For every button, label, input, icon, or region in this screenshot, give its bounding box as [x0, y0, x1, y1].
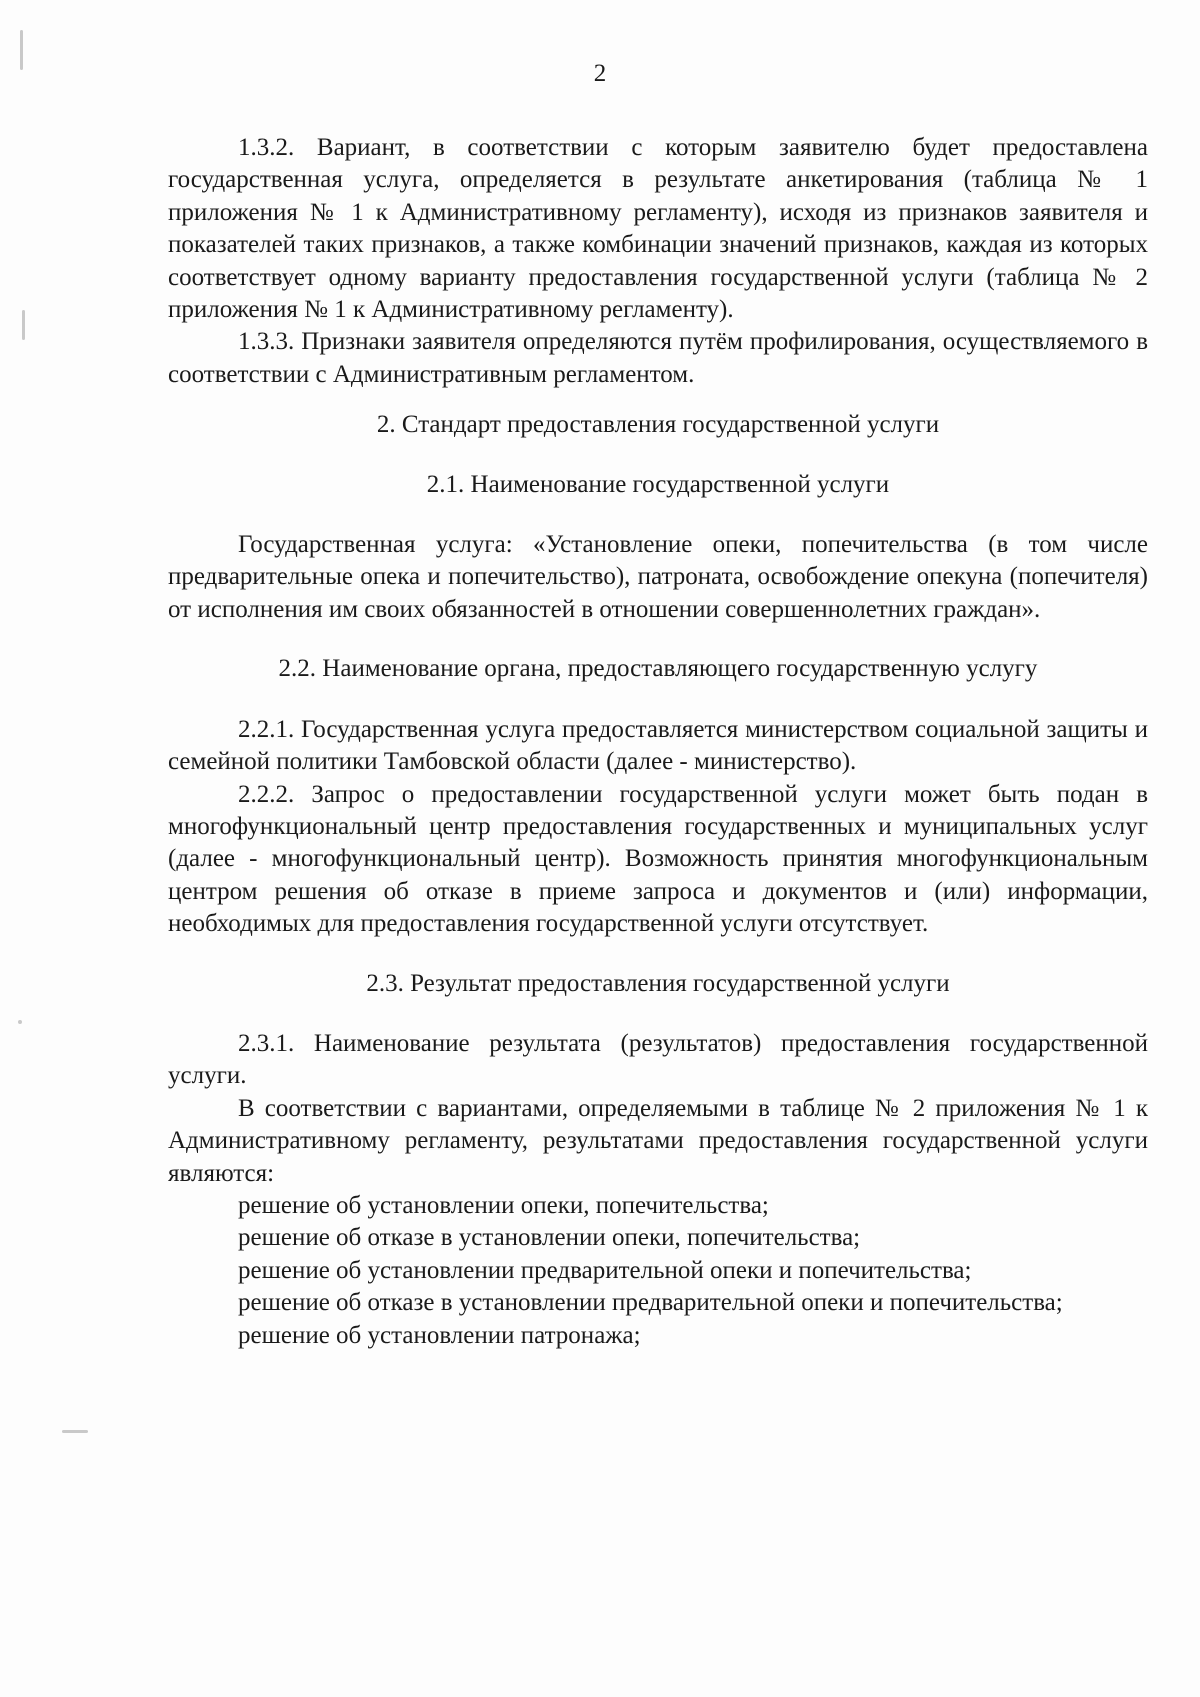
result-item: решение об установлении предварительной опеки и попечительства;: [238, 1256, 972, 1284]
section-heading-2: 2. Стандарт предоставления государственной услуги: [376, 411, 940, 439]
paragraph-results-intro: В соответствии с вариантами, определяемыми в таблице № 2 приложения № 1 к Административному регламенту, результатами предоставления государственной услуги являются:: [168, 1094, 1148, 1187]
paragraph-2-1: Государственная услуга: «Установление опеки, попечительства (в том числе предварительные опека и попечительство), патроната, освобождение опекуна (попечителя) от исполнения им своих обязанностей в отношении совершеннолетних граждан».: [168, 531, 1148, 623]
paragraph-2-2-2: 2.2.2. Запрос о предоставлении государственной услуги может быть подан в многофункциональный центр предоставления государственных и муниципальных услуг (далее - многофункциональный центр). Возможность принятия многофункциональным центром решения об отказе в приеме запроса и документов и (или) информации, необходимых для предоставления государственной услуги отсутствует.: [168, 780, 1148, 938]
result-item: решение об отказе в установлении опеки, попечительства;: [238, 1224, 861, 1252]
paragraph-2-2-1: 2.2.1. Государственная услуга предоставляется министерством социальной защиты и семейной политики Тамбовской области (далее - министерство).: [168, 715, 1148, 776]
subsection-heading-2-3: 2.3. Результат предоставления государственной услуги: [366, 969, 950, 997]
paragraph-2-3-1: 2.3.1. Наименование результата (результатов) предоставления государственной услуги.: [168, 1029, 1148, 1090]
result-item: решение об отказе в установлении предварительной опеки и попечительства;: [238, 1289, 1063, 1317]
result-item: решение об установлении опеки, попечительства;: [238, 1191, 769, 1219]
page-number: 2: [593, 60, 607, 87]
scan-artifact: [22, 310, 25, 340]
subsection-heading-2-1: 2.1. Наименование государственной услуги: [426, 470, 890, 498]
result-item: решение об установлении патронажа;: [238, 1321, 641, 1349]
scan-artifact: [18, 1020, 22, 1024]
paragraph-1-3-2: 1.3.2. Вариант, в соответствии с которым заявителю будет предоставлена государственная услуга, определяется в результате анкетирования (таблица № 1 приложения № 1 к Административному регламенту), исходя из признаков заявителя и показателей таких признаков, а также комбинации значений признаков, каждая из которых соответствует одному варианту предоставления государственной услуги (таблица № 2 приложения № 1 к Административному регламенту).: [168, 134, 1148, 324]
scan-artifact: [62, 1430, 88, 1433]
paragraph-1-3-3: 1.3.3. Признаки заявителя определяются путём профилирования, осуществляемого в соответствии с Административным регламентом.: [168, 328, 1148, 388]
document-body: [168, 132, 1148, 1352]
subsection-heading-2-2: 2.2. Наименование органа, предоставляющего государственную услугу: [278, 655, 1038, 683]
